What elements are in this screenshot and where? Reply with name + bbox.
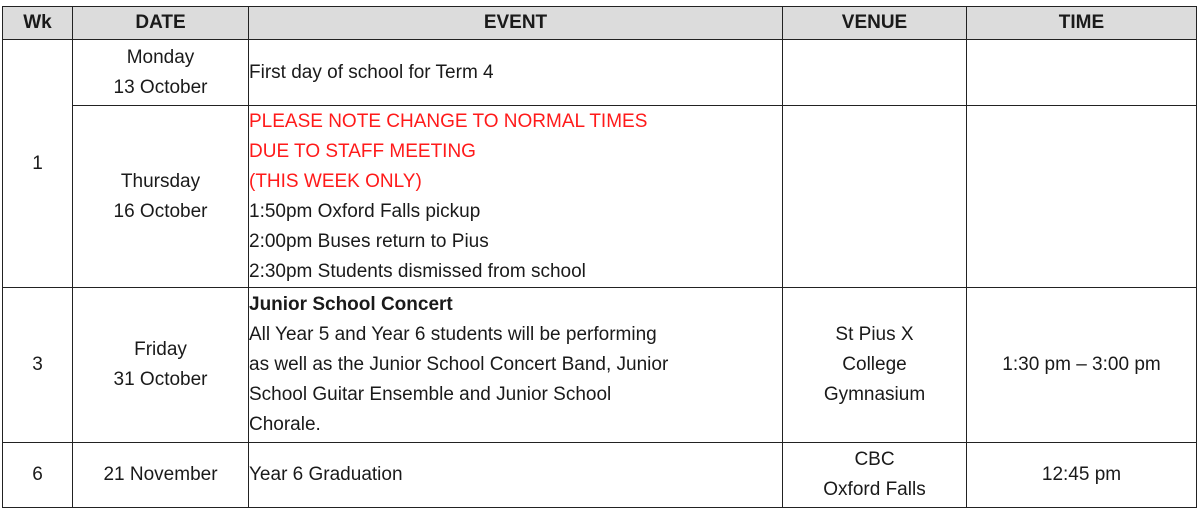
venue-line: CBC [854,449,895,470]
event-text: Year 6 Graduation [249,464,403,485]
week-cell: 6 [3,443,73,508]
venue-line: Oxford Falls [823,479,926,500]
venue-line: Gymnasium [823,384,926,405]
venue-cell [783,40,967,106]
date-day: Friday [134,339,187,360]
date-cell [73,106,249,288]
header-row [3,7,1197,40]
event-title: Junior School Concert [249,294,453,315]
venue-cell [783,443,967,508]
venue-cell [783,288,967,443]
table-row [3,40,1197,106]
date-day: Monday [126,46,195,68]
date-cell [73,443,249,508]
event-text: as well as the Junior School Concert Band, Junior [249,354,669,375]
event-text: All Year 5 and Year 6 students will be performing [249,324,657,345]
date-value: 16 October [113,200,208,222]
event-notice-line: DUE TO STAFF MEETING [249,140,476,162]
header-week: Wk [3,7,73,40]
time-cell: 1:30 pm – 3:00 pm [967,288,1197,443]
table-row [3,106,1197,288]
events-schedule-table [2,6,1197,508]
header-time: TIME [967,7,1197,40]
venue-line: College [842,354,907,375]
event-cell [249,288,783,443]
event-cell [249,106,783,288]
date-value: 21 November [103,464,218,485]
date-value: 13 October [113,76,208,98]
week-cell: 1 [3,40,73,288]
week-cell: 3 [3,288,73,443]
event-text: First day of school for Term 4 [249,61,494,83]
event-text: 1:50pm Oxford Falls pickup [249,200,481,222]
event-notice-line: PLEASE NOTE CHANGE TO NORMAL TIMES [249,110,648,132]
date-day: Thursday [120,170,201,192]
venue-line: St Pius X [835,324,914,345]
date-value: 31 October [113,369,208,390]
event-cell [249,443,783,508]
event-text: Chorale. [249,414,321,435]
header-venue: VENUE [783,7,967,40]
time-cell [967,40,1197,106]
date-cell [73,40,249,106]
event-text: 2:00pm Buses return to Pius [249,230,489,252]
header-date: DATE [73,7,249,40]
event-text: 2:30pm Students dismissed from school [249,260,586,282]
venue-cell [783,106,967,288]
date-cell [73,288,249,443]
table-row [3,288,1197,443]
time-cell [967,106,1197,288]
time-cell: 12:45 pm [967,443,1197,508]
event-cell [249,40,783,106]
header-event: EVENT [249,7,783,40]
table-row [3,443,1197,508]
event-text: School Guitar Ensemble and Junior School [249,384,612,405]
event-notice-line: (THIS WEEK ONLY) [249,170,422,192]
